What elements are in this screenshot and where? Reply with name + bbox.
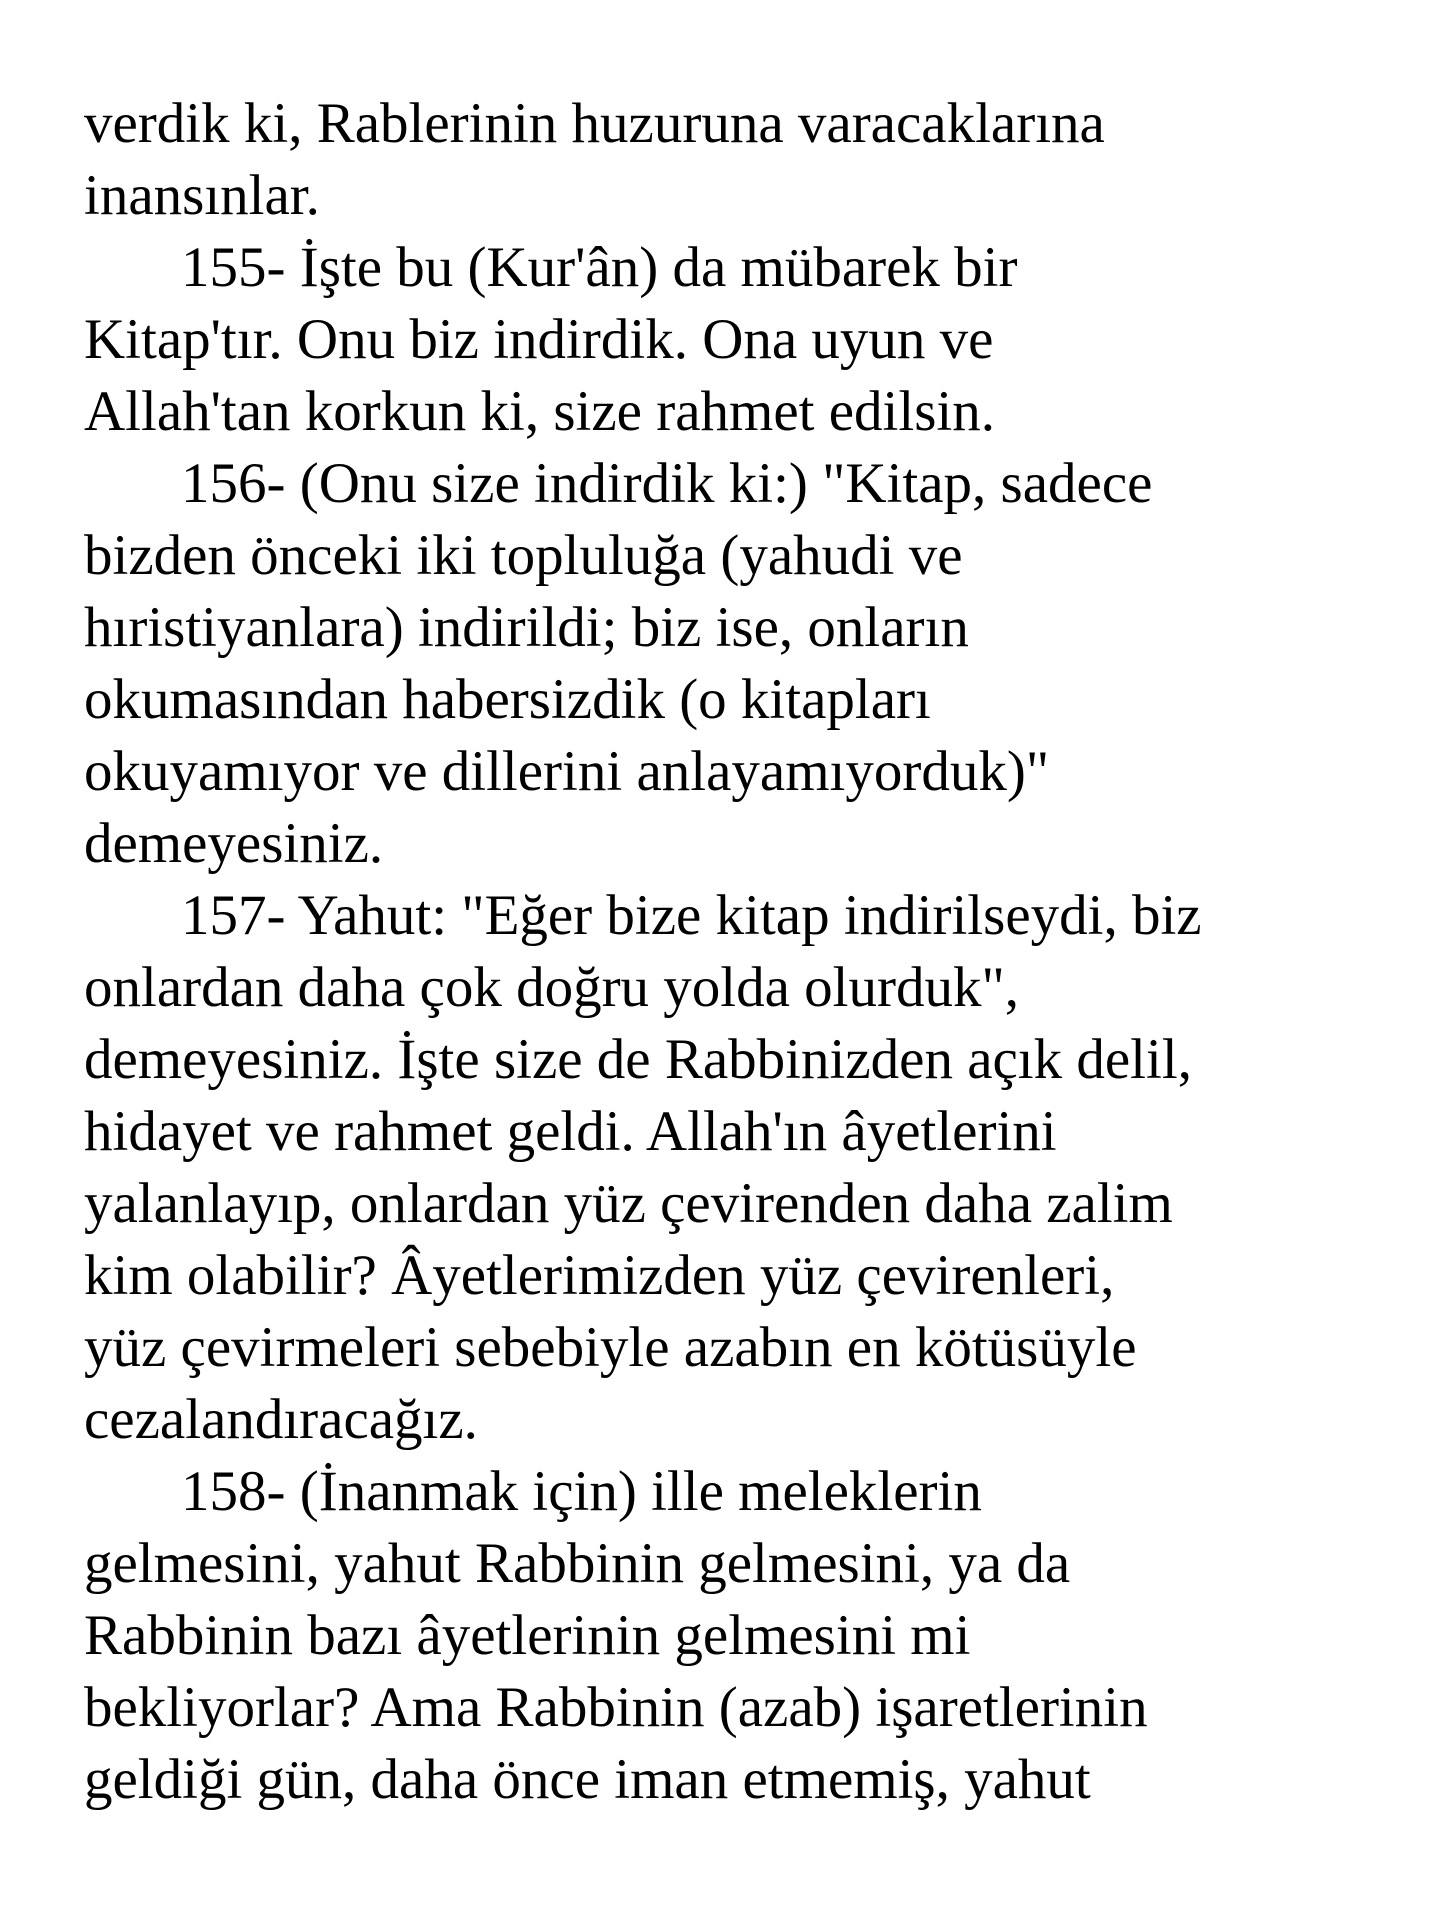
text-line: inansınlar. <box>84 164 320 227</box>
text-line: Kitap'tır. Onu biz indirdik. Ona uyun ve <box>84 308 994 371</box>
text-line: onlardan daha çok doğru yolda olurduk", <box>84 956 1020 1019</box>
text-line: gelmesini, yahut Rabbinin gelmesini, ya da <box>84 1532 1071 1595</box>
verse-157-start: 157- Yahut: "Eğer bize kitap indirilseydi, biz <box>181 884 1202 947</box>
text-line: verdik ki, Rablerinin huzuruna varacaklarına <box>84 92 1105 155</box>
text-line: Allah'tan korkun ki, size rahmet edilsin. <box>84 380 995 443</box>
text-line: bizden önceki iki topluluğa (yahudi ve <box>84 524 963 587</box>
text-line: okumasından habersizdik (o kitapları <box>84 668 931 731</box>
text-line: Rabbinin bazı âyetlerinin gelmesini mi <box>84 1604 971 1667</box>
text-line: geldiği gün, daha önce iman etmemiş, yahut <box>84 1748 1091 1811</box>
text-line: demeyesiniz. İşte size de Rabbinizden açık delil, <box>84 1028 1192 1091</box>
document-page <box>84 88 1404 1816</box>
text-line: kim olabilir? Âyetlerimizden yüz çevirenleri, <box>84 1244 1115 1307</box>
text-line: bekliyorlar? Ama Rabbinin (azab) işaretlerinin <box>84 1676 1148 1739</box>
text-line: demeyesiniz. <box>84 812 384 875</box>
verse-155-start: 155- İşte bu (Kur'ân) da mübarek bir <box>181 236 1018 299</box>
text-line: okuyamıyor ve dillerini anlayamıyorduk)" <box>84 740 1050 803</box>
verse-158-start: 158- (İnanmak için) ille meleklerin <box>181 1460 982 1523</box>
text-line: cezalandıracağız. <box>84 1388 478 1451</box>
text-line: yüz çevirmeleri sebebiyle azabın en kötüsüyle <box>84 1316 1137 1379</box>
text-line: hıristiyanlara) indirildi; biz ise, onların <box>84 596 969 659</box>
text-line: yalanlayıp, onlardan yüz çevirenden daha zalim <box>84 1172 1173 1235</box>
verse-156-start: 156- (Onu size indirdik ki:) "Kitap, sadece <box>181 452 1153 515</box>
text-line: hidayet ve rahmet geldi. Allah'ın âyetlerini <box>84 1100 1057 1163</box>
